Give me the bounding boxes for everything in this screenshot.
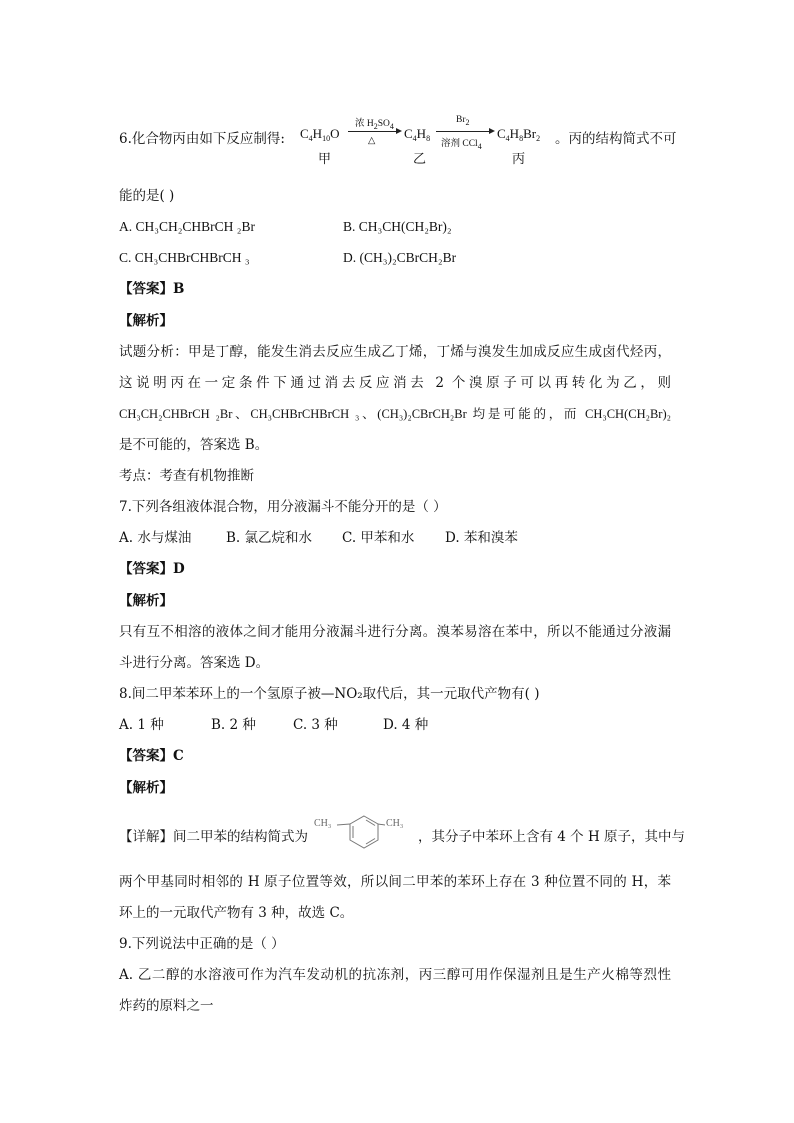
q7-option-b: B. 氯乙烷和水 (226, 530, 313, 546)
reaction-arrow-2 (436, 131, 493, 132)
m-xylene-structure (314, 808, 414, 860)
reactant-formula: $C_4H_{10}O$ (300, 126, 340, 143)
q9-option-a-line2: 炸药的原料之一 (119, 998, 214, 1014)
q6-answer: 【答案】B (119, 281, 185, 297)
q7-answer: 【答案】D (119, 561, 185, 577)
q6-explanation-2: 这说明丙在一定条件下通过消去反应消去 2 个溴原子可以再转化为乙，则 (119, 375, 671, 391)
reaction-arrow-1 (348, 131, 400, 132)
intermediate-formula: $C_4H_8$ (404, 126, 431, 143)
q8-stem: 8.间二甲苯苯环上的一个氢原子被—NO₂取代后，其一元取代产物有( ) (119, 686, 540, 702)
benzene-ring-icon (314, 808, 414, 860)
q7-option-c: C. 甲苯和水 (342, 530, 415, 546)
q8-analysis-heading: 【解析】 (119, 780, 173, 796)
q6-stem-suffix: 。丙的结构简式不可 (555, 131, 677, 147)
q8-explanation-2: 两个甲基同时相邻的 H 原子位置等效，所以间二甲苯的苯环上存在 3 种位置不同的 H，苯 (119, 874, 671, 890)
q7-explanation-1: 只有互不相溶的液体之间才能用分液漏斗进行分离。溴苯易溶在苯中，所以不能通过分液漏 (119, 624, 671, 640)
q8-detail-suffix: ，其分子中苯环上含有 4 个 H 原子，其中与 (418, 829, 686, 845)
q6-kaodian: 考点：考查有机物推断 (119, 468, 254, 484)
condition-1-top: 浓 $H_2SO_4$ (355, 119, 394, 131)
q6-option-b: B. CH₃CH(CH₂Br)₂ (343, 219, 452, 234)
q6-option-d: D. (CH₃)₂CBrCH₂Br (343, 250, 457, 265)
q6-option-a: A. CH₃CH₂CHBrCH ₂Br (119, 219, 256, 234)
q6-stem-cont: 能的是( ) (119, 188, 175, 204)
condition-2-top: $Br_2$ (456, 115, 470, 127)
q9-option-a-line1: A. 乙二醇的水溶液可作为汽车发动机的抗冻剂，丙三醇可用作保湿剂且是生产火棉等烈性 (119, 967, 671, 983)
label-yi: 乙 (413, 152, 427, 167)
methyl-label-right: CH₃ (386, 818, 404, 829)
q8-option-a: A. 1 种 (119, 717, 164, 733)
q8-detail-prefix: 【详解】间二甲苯的结构简式为 (119, 829, 308, 845)
label-jia: 甲 (318, 152, 332, 167)
q8-explanation-3: 环上的一元取代产物有 3 种，故选 C。 (119, 905, 354, 921)
q6-explanation-3: CH₃CH₂CHBrCH ₂Br、CH₃CHBrCHBrCH ₃、(CH₃)₂CBrCH₂Br 均是可能的，而 CH₃CH(CH₂Br)₂ (119, 407, 671, 421)
q7-option-a: A. 水与煤油 (119, 530, 192, 546)
q6-explanation-1: 试题分析：甲是丁醇，能发生消去反应生成乙丁烯，丁烯与溴发生加成反应生成卤代烃丙， (119, 344, 671, 360)
q8-option-d: D. 4 种 (383, 717, 429, 733)
q6-explanation-4: 是不可能的，答案选 B。 (119, 437, 269, 453)
label-bing: 丙 (512, 152, 526, 167)
q7-stem: 7.下列各组液体混合物，用分液漏斗不能分开的是（ ） (119, 499, 447, 515)
condition-1-bottom: △ (368, 136, 376, 146)
methyl-label-left: CH₃ (314, 818, 332, 829)
q6-stem-prefix: 6.化合物丙由如下反应制得: (119, 131, 285, 147)
q6-analysis-heading: 【解析】 (119, 313, 173, 329)
q9-stem: 9.下列说法中正确的是（ ） (119, 936, 285, 952)
q8-option-c: C. 3 种 (293, 717, 338, 733)
product-formula: $C_4H_8Br_2$ (497, 126, 541, 143)
q7-analysis-heading: 【解析】 (119, 593, 173, 609)
q6-option-c: C. CH₃CHBrCHBrCH ₃ (119, 250, 250, 265)
q7-explanation-2: 斗进行分离。答案选 D。 (119, 655, 270, 671)
q8-answer: 【答案】C (119, 748, 184, 764)
q8-option-b: B. 2 种 (211, 717, 256, 733)
q7-option-d: D. 苯和溴苯 (445, 530, 518, 546)
condition-2-bottom: 溶剂 CCl$_4$ (441, 139, 482, 151)
